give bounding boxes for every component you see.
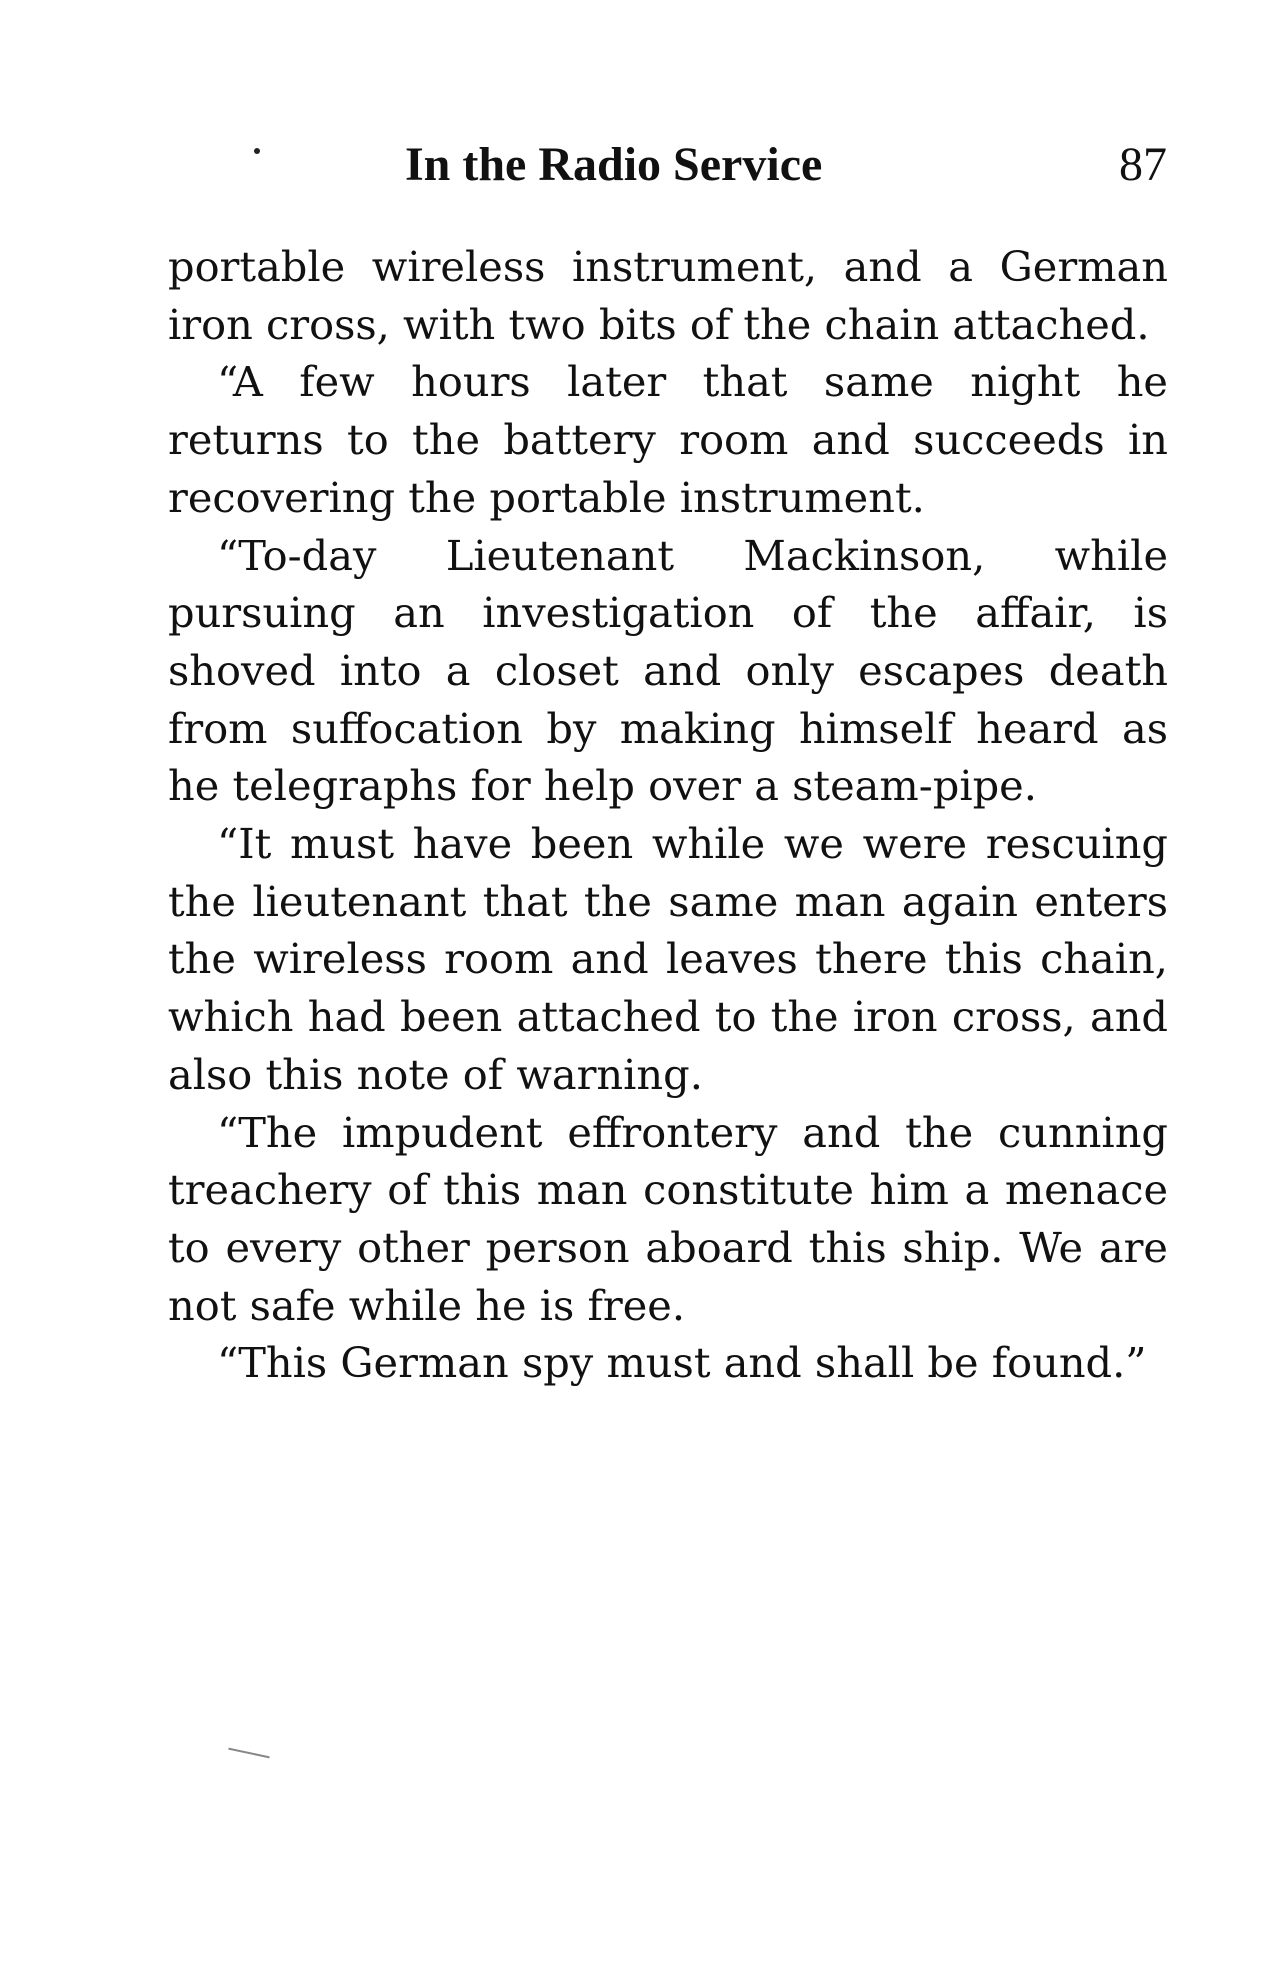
paragraph: “To-day Lieutenant Mackinson, while pursuing an investigation of the affair, is shoved into a closet and only escapes death from suffocation by making himself heard as he telegraphs for help over a steam-pipe. [168, 530, 1168, 811]
paragraph: “The impudent effrontery and the cunning treachery of this man constitute him a menace to every other person aboard this ship. We are not safe while he is free. [168, 1107, 1168, 1330]
print-speck-dot [254, 148, 260, 154]
scan-mark [228, 1748, 269, 1759]
paragraph: portable wireless instrument, and a German iron cross, with two bits of the chain attached. [168, 242, 1168, 349]
paragraph: “It must have been while we were rescuing the lieutenant that the same man again enters the wireless room and leaves there this chain, which had been attached to the iron cross, and also this note of warning. [168, 819, 1168, 1099]
page-number: 87 [1119, 138, 1167, 191]
running-head [405, 135, 1167, 195]
paragraph: “This German spy must and shall be found.” [217, 1338, 1147, 1388]
body-text [168, 238, 1168, 1392]
running-head-title: In the Radio Service [405, 138, 823, 191]
paragraph: “A few hours later that same night he returns to the battery room and succeeds in recovering the portable instrument. [168, 357, 1168, 522]
